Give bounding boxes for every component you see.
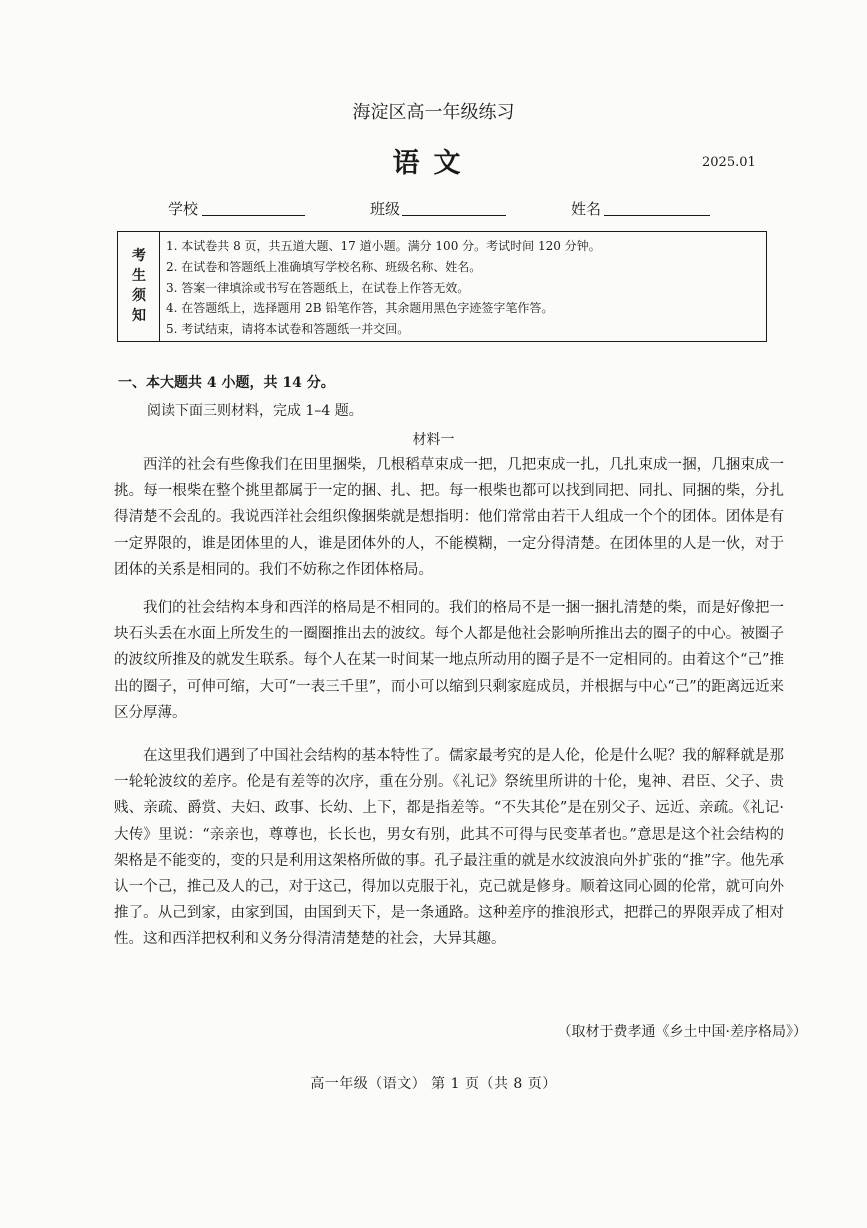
notice-item: 4. 在答题纸上，选择题用 2B 铅笔作答，其余题用黑色字迹签字笔作答。 xyxy=(166,301,554,316)
exam-heading: 海淀区高一年级练习 xyxy=(352,102,515,123)
source-citation: （取材于费孝通《乡土中国·差序格局》） xyxy=(557,1024,807,1040)
notice-title xyxy=(118,246,160,326)
material-title: 材料一 xyxy=(412,432,455,448)
notice-title-cell xyxy=(118,232,160,341)
notice-item: 3. 答案一律填涂或书写在答题纸上，在试卷上作答无效。 xyxy=(166,280,470,295)
notice-item: 1. 本试卷共 8 页，共五道大题、17 道小题。满分 100 分。考试时间 120 分钟。 xyxy=(166,239,601,253)
exam-notice-box xyxy=(117,231,767,342)
school-label: 学校 xyxy=(168,200,199,218)
passage-paragraph: 我们的社会结构本身和西洋的格局是不相同的。我们的格局不是一捆一捆扎清楚的柴，而是好像把一块石头丢在水面上所发生的一圈圈推出去的波纹。每个人都是他社会影响所推出去的圈子的中心。被圈子的波纹所推及的就发生联系。每个人在某一时间某一地点所动用的圈子是不一定相同的。由着这个“己”推出的圈子，可伸可缩，大可“一表三千里”，而小可以缩到只剩家庭成员，并根据与中心“己”的距离远近来区分厚薄。 xyxy=(114,600,784,721)
notice-title-char: 知 xyxy=(132,308,146,324)
exam-date: 2025.01 xyxy=(702,155,756,170)
name-field[interactable] xyxy=(604,215,710,216)
class-field[interactable] xyxy=(402,215,506,216)
school-field[interactable] xyxy=(202,215,305,216)
notice-title-char: 生 xyxy=(132,268,146,284)
section-heading: 一、本大题共 4 小题，共 14 分。 xyxy=(118,375,335,391)
name-label: 姓名 xyxy=(571,200,602,218)
subject-title: 语文 xyxy=(392,148,475,179)
class-label: 班级 xyxy=(370,200,401,218)
passage-paragraph: 西洋的社会有些像我们在田里捆柴，几根稻草束成一把，几把束成一扎，几扎束成一捆，几捆束成一挑。每一根柴在整个挑里都属于一定的捆、扎、把。每一根柴也都可以找到同把、同扎、同捆的柴，分扎得清楚不会乱的。我说西洋社会组织像捆柴就是想指明：他们常常由若干人组成一个个的团体。团体是有一定界限的，谁是团体里的人，谁是团体外的人，不能模糊，一定分得清楚。在团体里的人是一伙，对于团体的关系是相同的。我们不妨称之作团体格局。 xyxy=(114,457,784,578)
notice-title-char: 须 xyxy=(132,288,146,304)
notice-item: 5. 考试结束，请将本试卷和答题纸一并交回。 xyxy=(166,322,410,337)
notice-list xyxy=(166,236,760,340)
section-instruction: 阅读下面三则材料，完成 1–4 题。 xyxy=(147,403,363,419)
passage-paragraph: 在这里我们遇到了中国社会结构的基本特性了。儒家最考究的是人伦，伦是什么呢？我的解释就是那一轮轮波纹的差序。伦是有差等的次序，重在分别。《礼记》祭统里所讲的十伦，鬼神、君臣、父子、贵贱、亲疏、爵赏、夫妇、政事、长幼、上下，都是指差等。“不失其伦”是在别父子、远近、亲疏。《礼记·大传》里说：“亲亲也，尊尊也，长长也，男女有别，此其不可得与民变革者也。”意思是这个社会结构的架格是不能变的，变的只是利用这架格所做的事。孔子最注重的就是水纹波浪向外扩张的“推”字。他先承认一个己，推己及人的己，对于这己，得加以克服于礼，克己就是修身。顺着这同心圆的伦常，就可向外推了。从己到家，由家到国，由国到天下，是一条通路。这种差序的推浪形式，把群己的界限弄成了相对性。这和西洋把权利和义务分得清清楚楚的社会，大异其趣。 xyxy=(114,748,784,948)
page-footer: 高一年级（语文） 第 1 页（共 8 页） xyxy=(310,1076,557,1092)
notice-item: 2. 在试卷和答题纸上准确填写学校名称、班级名称、姓名。 xyxy=(166,259,482,274)
notice-title-char: 考 xyxy=(132,248,146,264)
